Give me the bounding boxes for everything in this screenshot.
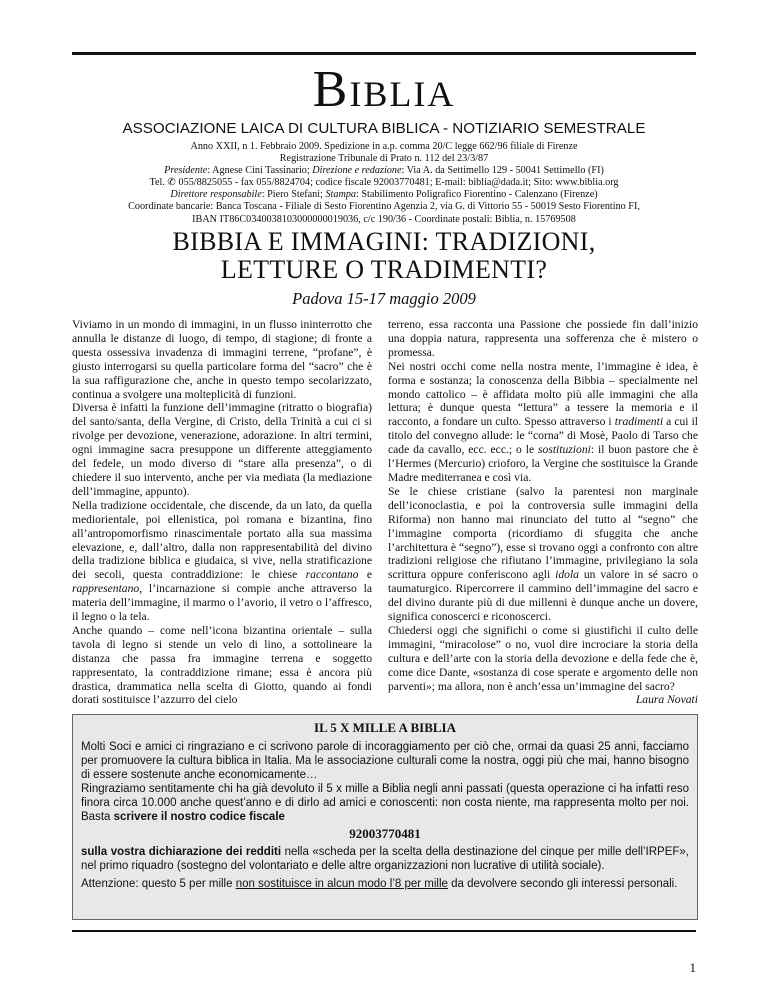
president-value: : Agnese Cini Tassinario; [207,165,313,177]
editorial-label: Direzione e redazione [312,165,402,177]
meta-line-4: Tel. ✆ 055/8825055 - fax 055/8824704; codice fiscale 92003770481; E-mail: biblia@dada.it; Sito: www.biblia.org [149,177,619,189]
association-name: ASSOCIAZIONE LAICA DI CULTURA BIBLICA - NOTIZIARIO SEMESTRALE [122,120,646,137]
text-run: , l’incarnazione si compie anche attraverso la materia dell’immagine, il marmo o l’avorio, il vetro o l’affresco, il legno o la tela. [72,582,372,624]
emphasis: sostituzioni [538,443,591,457]
emphasis: rappresentano [72,582,140,596]
print-label: Stampa [325,189,356,201]
article-column-right [388,318,698,707]
paragraph [72,499,372,624]
bold-text: sulla vostra dichiarazione dei redditi [81,846,282,858]
editorial-value: : Via A. da Settimello 129 - 50041 Settimello (FI) [401,165,604,177]
meta-line-7: IBAN IT86C0340038103000000019036, c/c 190/36 - Coordinate postali: Biblia, n. 15769508 [192,213,576,225]
meta-line-3 [72,165,696,177]
tax-code: 92003770481 [349,826,421,841]
author-signature: Laura Novati [635,693,698,707]
page-number: 1 [689,960,696,975]
biblia-logo: Biblia [312,61,456,118]
text-run: e [358,568,373,582]
top-rule [72,52,696,55]
emphasis: raccontano [305,568,359,582]
text-run: un valore in sé sacro o taumaturgico. Ripercorrere il cammino dell’immagine del sacro e del divino durante più di due millenni è dunque anche un dovere, significa conoscerci e riconoscerci. [388,568,698,624]
paragraph: Anche quando – come nell’icona bizantina orientale – sulla tavola di legno si stende un velo di lino, a sottolineare la distanza che passa fra immagine terrena e soggetto rappresentato, la contraddizione rimane; essa è ancora più drastica, drammatica nella scelta di Giotto, quando ai fondi dorati sostituisce l’azzurro del cielo [72,623,372,707]
text-run: Nei nostri occhi come nella nostra mente, l’immagine è idea, è forma e sostanza; la conoscenza della Bibbia – specialmente nel mondo cattolico – è affidata molto più alle immagini che alla lettura; è dunque questa “lettura” a tessere la memoria e il racconto, a fondare un culto. Spesso attraverso i [388,359,698,429]
article-subtitle: Padova 15-17 maggio 2009 [292,289,476,308]
box-paragraph [81,845,689,873]
box-title: IL 5 X MILLE A BIBLIA [314,720,456,735]
text-run: da devolvere secondo gli interessi personali. [447,878,678,890]
meta-line-6: Coordinate bancarie: Banca Toscana - Filiale di Sesto Fiorentino Agenzia 2, via G. di Vittorio 55 - 50019 Sesto Fiorentino FI, [128,201,640,213]
masthead [72,62,696,226]
print-value: : Stabilimento Poligrafico Fiorentino - Calenzano (Firenze) [356,189,598,201]
director-label: Direttore responsabile [170,189,262,201]
box-paragraph [81,782,689,824]
text-run: Attenzione: questo 5 per mille [81,878,236,890]
text-run: a cui il titolo del convegno allude: le “corna” di Mosè, Paolo di Tarso che cade da cavallo, ecc. ecc.; o le [388,415,699,457]
emphasis: idola [555,568,579,582]
text-run: : il buon pastore che è l’Hermes (Mercurio) crioforo, la Vergine che sostituisce la Grande Madre mediterranea e così via. [388,443,698,484]
paragraph: Diversa è infatti la funzione dell’immagine (ritratto o biografia) del santo/santa, della Vergine, di Cristo, della Trinità a cui ci si rivolge per devozione, venerazione, adorazione. In altri termini, ogni immagine sacra presuppone un differente atteggiamento del fedele, un modo diverso di “stare alla presenza”, o di chiedere il suo intervento, anche per via mediata (la mediazione dell’immagine, appunto). [72,401,372,498]
paragraph: Chiedersi oggi che significhi o come si giustifichi il culto delle immagini, “miracolose” o no, vuol dire incrociare la storia della cultura e dell’arte con la storia della devozione e della fede che è, come dice Dante, «sostanza di cose sperate e argomento delle non parventi»; ma allora, non è anch’essa un’immagine del sacro? [388,623,698,693]
box-paragraph [81,877,689,891]
president-label: Presidente [164,165,208,177]
article-title [72,228,696,284]
text-run: nella «scheda per la scelta della destinazione del cinque per mille dell’IRPEF», nel primo riquadro (sostegno del volontariato e delle altre organizzazioni non lucrative di utilità sociale). [81,846,689,872]
title-line-2: LETTURE O TRADIMENTI? [220,255,548,284]
meta-line-1: Anno XXII, n 1. Febbraio 2009. Spedizione in a.p. comma 20/C legge 662/96 filiale di Firenze [190,141,578,152]
text-run: Ringraziamo sentitamente chi ha già devoluto il 5 x mille a Biblia negli anni passati (questa operazione ci ha infatti reso finora circa 10.000 anche quest’anno e di dirlo ad amici e conoscenti: non costa niente, ma rappresenta molto per noi. Basta [81,783,689,823]
meta-line-2: Registrazione Tribunale di Prato n. 112 del 23/3/87 [279,153,489,165]
article-column-left [72,318,372,707]
paragraph: terreno, essa racconta una Passione che possiede fin dall’inizio una doppia natura, rappresenta una sofferenza che è mistero o promessa. [388,318,698,359]
meta-line-5 [72,189,696,201]
text-run: Nella tradizione occidentale, che discende, da un lato, da quella mediorientale, poi ellenistica, poi romana e bizantina, fino all’antropomorfismo rinascimentale portato alla sua massima elevazione, e, dall’altro, dalla non rappresentabilità del divino della tradizione biblica e giudaica, si vive, nella stratificazione dei secoli, questa contraddizione: le chiese [72,498,372,582]
publication-info [72,141,696,226]
text-run: Se le chiese cristiane (salvo la parentesi non marginale dell’iconoclastia, e poi la controversia sulle immagini della Riforma) non hanno mai rinunciato del tutto al “segno” che l’immagine comporta (ricordiamo di sfuggita che anche l’architettura è “segno”), esse si trovano oggi a confronto con altre tradizioni religiose che rifiutano l’immagine, privilegiano la sola scrittura oppure conferiscono agli [388,484,698,582]
title-line-1: BIBBIA E IMMAGINI: TRADIZIONI, [172,227,596,256]
director-value: : Piero Stefani; [261,189,326,201]
paragraph [388,485,698,624]
paragraph: Viviamo in un mondo di immagini, in un flusso ininterrotto che annulla le distanze di luogo, di tempo, di stagione; di fronte a questa ossessiva invadenza di immagini terrene, “profane”, è giusto interrogarsi su quella particolare forma del “sacro” che è la sua raffigurazione che, anche in questo tempo secolarizzato, continua a svolgere una molteplicità di funzioni. [72,318,372,401]
box-paragraph: Molti Soci e amici ci ringraziano e ci scrivono parole di incoraggiamento per ciò che, ormai da quasi 25 anni, facciamo per promuovere la cultura biblica in Italia. Ma le associazione culturali come la nostra, oggi più che mai, hanno bisogno di essere sostenute anche economicamente… [81,741,689,781]
underlined-text: non sostituisce in alcun modo l’8 per mille [235,878,448,890]
bold-text: scrivere il nostro codice fiscale [113,811,285,823]
bottom-rule [72,930,696,932]
paragraph [388,360,698,485]
five-per-thousand-box [72,714,698,920]
emphasis: tradimenti [614,415,664,429]
